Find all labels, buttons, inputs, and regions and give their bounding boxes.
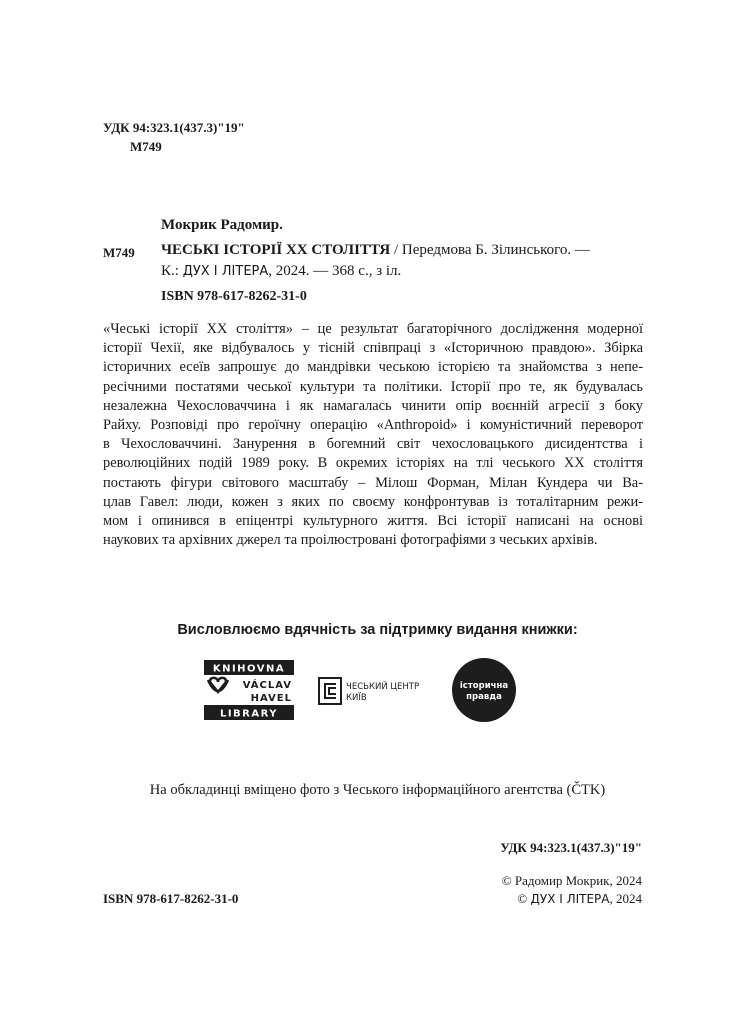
description-line: ресічними постатями чеської культури та політики. Історії про те, як будувалась (103, 378, 643, 395)
author-code-top: М749 (130, 139, 162, 154)
description-line: постають фігури світового масштабу – Мілош Форман, Мілан Кундера чи Ва- (103, 474, 643, 491)
author-name: Мокрик Радомир. (161, 217, 283, 233)
czech-center-logo (318, 676, 436, 706)
description-line: Райху. Розповіді про героїчну операцію «Anthropoid» і комуністичний переворот (103, 416, 643, 433)
copyright-publisher (517, 891, 642, 907)
isbn-main: ISBN 978-617-8262-31-0 (161, 289, 307, 304)
copyright-publisher-name: ДУХ І ЛІТЕРА (530, 892, 610, 906)
description-line: цлав Гавел: люди, кожен з яких по своєму конфронтував із тоталітарним режи- (103, 493, 643, 510)
description-line: революційних подій 1989 року. В окремих історіях на тлі чеського XX століття (103, 455, 643, 472)
book-description (103, 320, 643, 550)
ip-line2: правда (466, 692, 502, 702)
czech-center-name: ЧЕСЬКИЙ ЦЕНТР (346, 682, 420, 692)
description-line: в Чехословаччині. Занурення в богемний світ чехословацького дисидентства і (103, 436, 643, 453)
logo-kv-top: KNIHOVNA (212, 663, 286, 675)
logo-kv-line2: VÁCLAV (242, 680, 292, 691)
thanks-heading: Висловлюємо вдячність за підтримку видання книжки: (177, 622, 578, 638)
author-code-side: М749 (103, 245, 135, 260)
copyright-author: © Радомир Мокрик, 2024 (501, 873, 642, 888)
vaclav-havel-library-logo (204, 660, 294, 720)
czech-center-city: КИЇВ (346, 693, 367, 703)
description-line: незалежна Чехословаччина і як намагалась чинити опір воєнній агресії з боку (103, 397, 643, 414)
book-title: ЧЕСЬКІ ІСТОРІЇ ХХ СТОЛІТТЯ (161, 242, 391, 258)
imprint-publisher: ДУХ І ЛІТЕРА (182, 264, 269, 279)
imprint-details: , 2024. — 368 с., з іл. (268, 263, 402, 279)
description-line: «Чеські історії XX століття» – це результат багаторічного дослідження модерної (103, 321, 643, 337)
ip-line1: історична (459, 681, 509, 691)
copyright-year: , 2024 (609, 891, 642, 906)
udk-code-top: УДК 94:323.1(437.3)"19" (103, 120, 245, 135)
description-line: історичних есеїв запрошує до мандрівки чеською історією та знайомства з непе- (103, 359, 643, 376)
logo-kv-bottom: LIBRARY (219, 708, 279, 720)
description-line: наукових та архівних джерел та проілюстровані фотографіями з чеських архівів. (103, 532, 598, 549)
description-line: мом і опинився в епіцентрі культурного життя. Всі історії написані на основі (103, 512, 643, 529)
cover-photo-note: На обкладинці вміщено фото з Чеського інформаційного агентства (ČTK) (149, 782, 606, 798)
copyright-symbol: © (517, 891, 531, 906)
sponsor-logos (204, 656, 509, 722)
imprint-line (161, 263, 401, 280)
logo-kv-line3: HAVEL (250, 693, 292, 704)
isbn-bottom: ISBN 978-617-8262-31-0 (103, 891, 239, 906)
imprint-city: К.: (161, 263, 183, 279)
preface-note: / Передмова Б. Зілинського. — (390, 242, 590, 258)
book-title-line (161, 242, 590, 259)
istorychna-pravda-logo (452, 658, 516, 722)
udk-code-bottom: УДК 94:323.1(437.3)"19" (500, 840, 642, 855)
description-line: історії Чехії, яке відбувалось у тісній співпраці з «Історичною правдою». Збірка (103, 340, 643, 357)
